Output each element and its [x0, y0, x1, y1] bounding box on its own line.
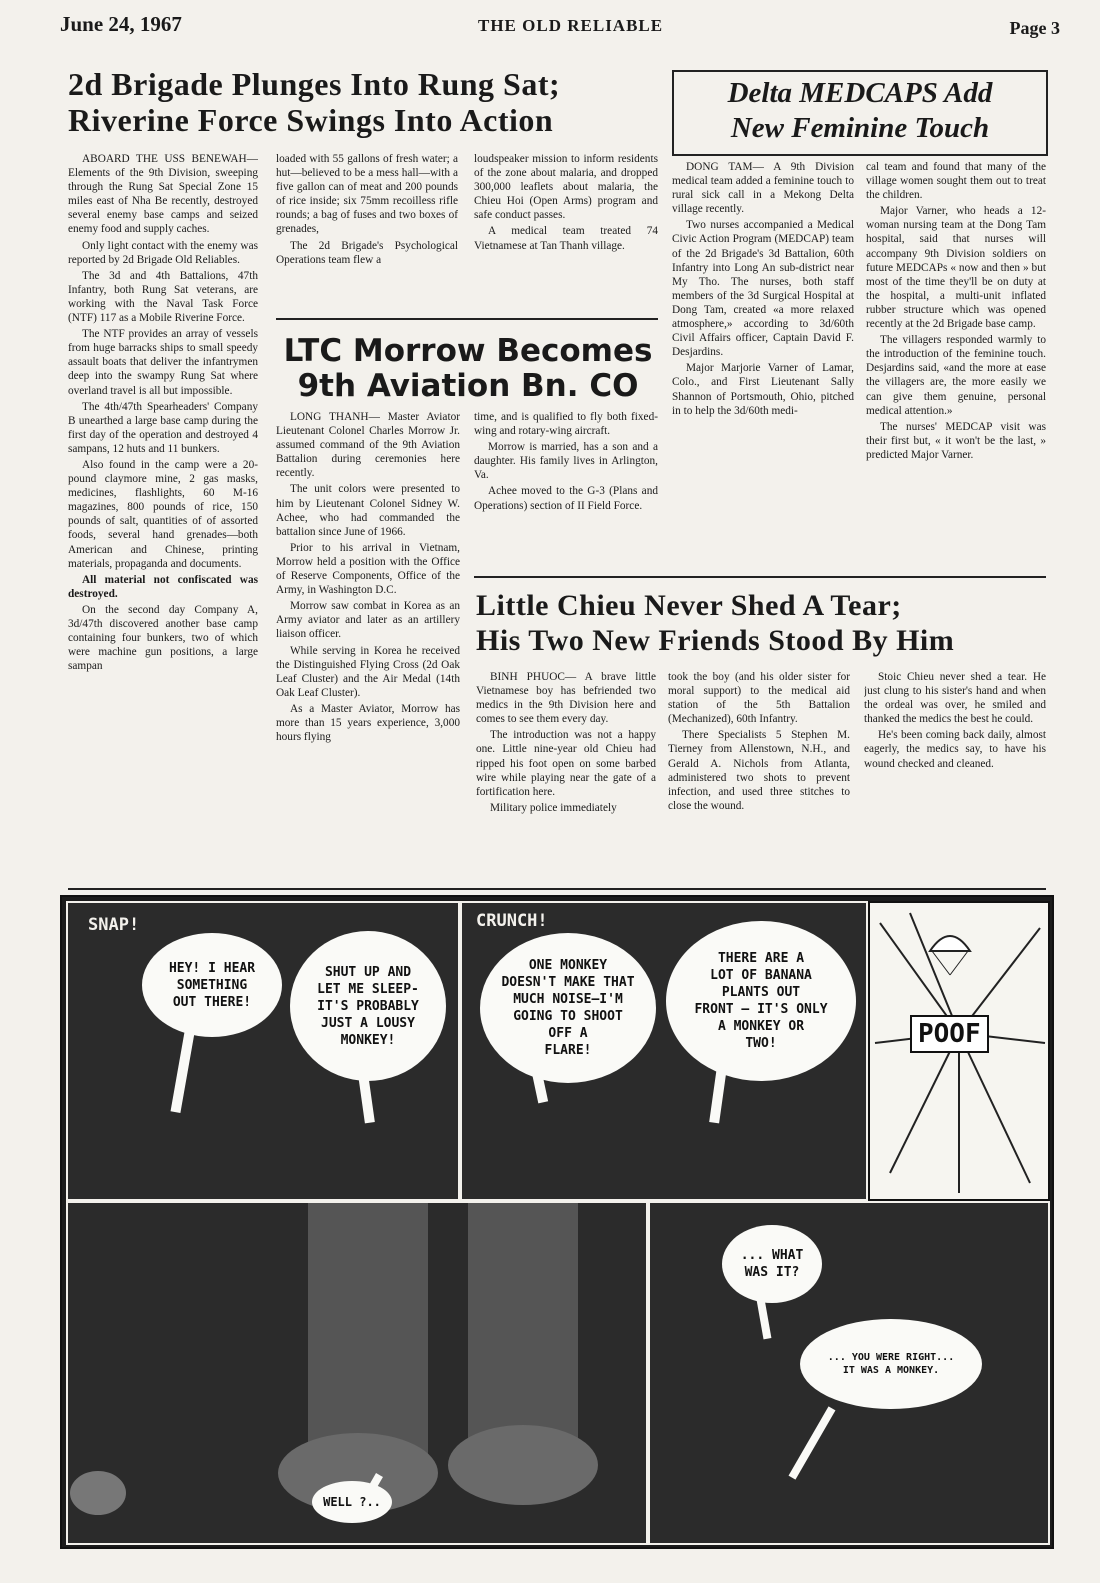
divider-rule: [474, 576, 1046, 578]
issue-date: June 24, 1967: [60, 12, 182, 36]
bubble-line: TWO!: [745, 1036, 777, 1051]
paragraph: The 4th/47th Spearheaders' Company B unearthed a large base camp during the first day of the operation and destroyed 4 sampans, 12 huts and 11 bunkers.: [68, 400, 258, 455]
bubble-tail: [789, 1406, 836, 1479]
bubble-line: ONE MONKEY: [528, 958, 608, 973]
article4-headline: [476, 588, 1048, 658]
paragraph: Morrow is married, has a son and a daughter. His family lives in Arlington, Va.: [474, 441, 658, 482]
bubble-line: ... YOU WERE RIGHT...: [827, 1352, 955, 1363]
bubble-line: IT'S PROBABLY: [317, 998, 419, 1014]
article2-headline-line2: 9th Aviation Bn. CO: [297, 368, 639, 404]
article4-headline-line2: His Two New Friends Stood By Him: [476, 624, 955, 657]
speech-bubble-5: [312, 1481, 392, 1523]
bubble-line: WELL ?..: [323, 1494, 381, 1509]
left-leg-icon: [308, 1203, 428, 1463]
paragraph: There Specialists 5 Stephen M. Tierney from Allenstown, N.H., and Gerald A. Nichols from Atlanta, administered two shots to prevent infection, and used three stitches to close the wound.: [668, 729, 850, 812]
article3-headline-box: [672, 70, 1048, 156]
article3-headline-line1: Delta MEDCAPS Add: [727, 77, 993, 109]
bubble-line: ... WHAT: [740, 1248, 804, 1263]
soldier-helmet-icon: [70, 1471, 126, 1515]
bubble-line: THERE ARE A: [717, 951, 805, 966]
article2-column-2: [474, 410, 658, 560]
paragraph: loaded with 55 gallons of fresh water; a hut—believed to be a mess hall—with a five gallon can of meat and 200 pounds of rice inside; six 75mm recoilless rifle rounds; a bag of fuses and two boxes of grenades,: [276, 153, 458, 236]
bubble-line: DOESN'T MAKE THAT: [501, 975, 635, 990]
paragraph: cal team and found that many of the village women sought them out to treat the children.: [866, 161, 1046, 202]
comic-panel-5: [648, 1201, 1050, 1545]
paragraph: The NTF provides an array of vessels from huge barracks ships to small speedy assault boats that deliver the infantrymen deep into the swampy Rung Sat where overland travel is all but impossible.: [68, 328, 258, 397]
comic-panel-4: [66, 1201, 648, 1545]
paragraph: While serving in Korea he received the Distinguished Flying Cross (2d Oak Leaf Cluster) and the Air Medal (14th Oak Leaf Cluster).: [276, 644, 460, 699]
bubble-line: FRONT — IT'S ONLY: [694, 1002, 828, 1017]
page-number: Page 3: [1009, 18, 1060, 38]
paragraph: The 3d and 4th Battalions, 47th Infantry, both Rung Sat veterans, are working with the Naval Task Force (NTF) 117 as a Mobile Riverine Force.: [68, 269, 258, 325]
paragraph: took the boy (and his older sister for moral support) to the medical aid station of the 5th Battalion (Mechanized), 60th Infantry.: [668, 671, 850, 726]
paragraph: loudspeaker mission to inform residents of the zone about malaria, and dropped 300,000 leaflets about malaria, the Chieu Hoi (Open Arms) program and safe conduct passes.: [474, 153, 658, 222]
speech-bubble-3: [480, 933, 656, 1083]
article4-column-3: [864, 670, 1046, 880]
bubble-line: MUCH NOISE—I'M: [513, 992, 623, 1007]
sfx-poof: POOF: [910, 1015, 989, 1053]
bubble-line: JUST A LOUSY: [321, 1015, 415, 1031]
bubble-line: HEY! I HEAR: [168, 960, 256, 976]
paragraph: He's been coming back daily, almost eagerly, the medics say, to have his wound checked and cleaned.: [864, 729, 1046, 770]
paragraph: DONG TAM— A 9th Division medical team added a feminine touch to rural sick call in a Mekong Delta village recently.: [672, 161, 854, 216]
paragraph: BINH PHUOC— A brave little Vietnamese boy has befriended two medics in the 9th Division here and comes to see them every day.: [476, 671, 656, 726]
parachute-icon: [930, 936, 970, 951]
paragraph: Prior to his arrival in Vietnam, Morrow held a position with the Office of Reserve Components, Office of the Army, in Washington D.C.: [276, 541, 460, 597]
divider-rule: [68, 888, 1046, 890]
paragraph: LONG THANH— Master Aviator Lieutenant Colonel Charles Morrow Jr. assumed command of the 9th Aviation Battalion during ceremonies here recently.: [276, 411, 460, 480]
paragraph: ABOARD THE USS BENEWAH— Elements of the 9th Division, sweeping through the Rung Sat Special Zone 15 miles east of Nha Be recently, destroyed several enemy base camps and seized enemy food and supply caches.: [68, 153, 258, 236]
paragraph: Achee moved to the G-3 (Plans and Operations) section of II Field Force.: [474, 485, 658, 512]
article1-column-1: [68, 152, 258, 880]
article4-column-1: [476, 670, 656, 880]
paragraph: The 2d Brigade's Psychological Operations team flew a: [276, 239, 458, 266]
bubble-tail: [757, 1299, 772, 1340]
paragraph: Military police immediately: [490, 801, 617, 814]
sfx-crunch: CRUNCH!: [476, 911, 548, 931]
article1-headline-line1: 2d Brigade Plunges Into Rung Sat;: [68, 66, 561, 102]
article1-headline: [68, 66, 658, 138]
paragraph: All material not confiscated was destroyed.: [68, 573, 258, 600]
paragraph: The nurses' MEDCAP visit was their first but, « it won't be the last, » predicted Major Varner.: [866, 420, 1046, 461]
comic-strip: [60, 895, 1054, 1549]
paragraph: Only light contact with the enemy was reported by 2d Brigade Old Reliables.: [68, 239, 258, 266]
bubble-line: SHUT UP AND: [324, 964, 412, 980]
article2-headline: [276, 334, 660, 404]
bubble-line: FLARE!: [544, 1043, 592, 1058]
paragraph: Major Marjorie Varner of Lamar, Colo., and First Lieutenant Sally Shannon of Portsmouth, Ohio, pitched in to help the 3d/60th medi-: [672, 362, 854, 417]
paragraph: A medical team treated 74 Vietnamese at Tan Thanh village.: [474, 225, 658, 252]
speech-bubble-4: [666, 921, 856, 1081]
speech-bubble-2: [290, 931, 446, 1081]
bubble-line: GOING TO SHOOT: [513, 1009, 623, 1024]
article4-column-2: [668, 670, 850, 880]
bubble-line: IT WAS A MONKEY.: [842, 1365, 940, 1376]
article3-headline: [680, 76, 1040, 146]
article3-headline-line2: New Feminine Touch: [730, 112, 990, 144]
comic-panel-1: [66, 901, 460, 1201]
article4-headline-line1: Little Chieu Never Shed A Tear;: [476, 589, 902, 622]
bubble-line: WAS IT?: [744, 1265, 800, 1280]
article2-headline-line1: LTC Morrow Becomes: [283, 333, 653, 369]
right-leg-icon: [468, 1203, 578, 1453]
article1-headline-line2: Riverine Force Swings Into Action: [68, 102, 554, 138]
bubble-line: OUT THERE!: [172, 994, 252, 1010]
paragraph: The unit colors were presented to him by Lieutenant Colonel Sidney W. Achee, who had commanded the battalion since June of 1966.: [276, 483, 460, 538]
divider-rule: [276, 318, 658, 320]
masthead: [60, 8, 1060, 42]
bubble-line: MONKEY!: [340, 1032, 396, 1048]
speech-bubble-1: [142, 933, 282, 1037]
paragraph: As a Master Aviator, Morrow has more than 15 years experience, 3,000 hours flying: [276, 702, 460, 744]
article2-column-1: [276, 410, 460, 880]
paragraph: Morrow saw combat in Korea as an Army aviator and later as an artillery liaison officer.: [276, 600, 460, 641]
article3-column-1: [672, 160, 854, 570]
right-foot-icon: [448, 1425, 598, 1505]
paragraph: Two nurses accompanied a Medical Civic Action Program (MEDCAP) team of the 2d Brigade's 3d Battalion, 60th Infantry into Long An sub-district near My Tho. The nurses, both staff members of the 3d Surgical Hospital at Dong Tam, created «a more relaxed atmosphere,» according to 3d/60th Civil Affairs officer, Captain David F. Desjardins.: [672, 219, 854, 359]
bubble-line: A MONKEY OR: [717, 1019, 805, 1034]
paragraph: time, and is qualified to fly both fixed-wing and rotary-wing aircraft.: [474, 411, 658, 438]
sfx-snap: SNAP!: [88, 915, 140, 935]
comic-panel-2: [460, 901, 868, 1201]
speech-bubble-7: [800, 1319, 982, 1409]
paper-name: THE OLD RELIABLE: [478, 16, 664, 35]
bubble-line: PLANTS OUT: [721, 985, 801, 1000]
article1-column-2: [276, 152, 458, 310]
bubble-line: SOMETHING: [176, 977, 248, 993]
paragraph: The villagers responded warmly to the introduction of the feminine touch. Desjardins said, «and the more at ease the villagers are, the more easily we can give them genuine, personal medical attention.»: [866, 334, 1046, 417]
paragraph: Stoic Chieu never shed a tear. He just clung to his sister's hand and when the ordeal was over, he smiled and thanked the medics the best he could.: [864, 671, 1046, 726]
comic-panel-3: [868, 901, 1050, 1201]
paragraph: On the second day Company A, 3d/47th discovered another base camp containing four bunkers, two of which were machine gun positions, a large sampan: [68, 603, 258, 673]
article3-column-2: [866, 160, 1046, 570]
bubble-line: LET ME SLEEP-: [317, 981, 419, 997]
article1-column-3: [474, 152, 658, 310]
bubble-line: OFF A: [548, 1026, 588, 1041]
paragraph: The introduction was not a happy one. Little nine-year old Chieu had ripped his foot open on some barbed wire while playing near the gate of a fortification here.: [476, 729, 656, 798]
speech-bubble-6: [722, 1225, 822, 1303]
paragraph: Major Varner, who heads a 12-woman nursing team at the Dong Tam hospital, said that nurses will accompany 9th Division soldiers on future MEDCAPs « now and then » but most of the time they'll be on duty at the hospital, a multi-unit inflated rubber structure which was opened recently at the 2d Brigade base camp.: [866, 205, 1046, 331]
bubble-line: LOT OF BANANA: [710, 968, 812, 983]
paragraph: Also found in the camp were a 20-pound claymore mine, 2 gas masks, medicines, flashlights, 60 M-16 magazines, 800 pounds of rice, 150 pounds of salt, quantities of of assorted foods, several hand grenades—both American and Chinese, printing materials, propaganda and documents.: [68, 458, 258, 570]
